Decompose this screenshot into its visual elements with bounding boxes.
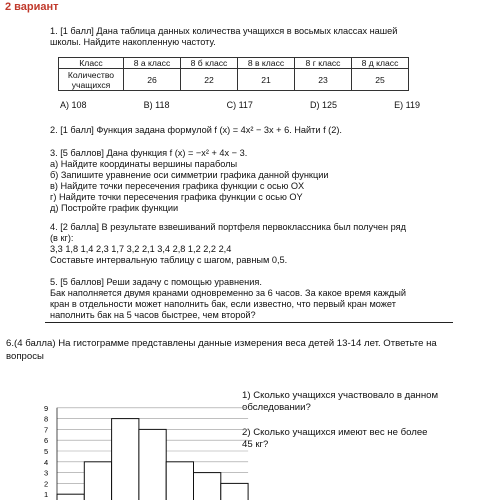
y-tick-label: 8 bbox=[44, 414, 49, 424]
answer-option: D) 125 bbox=[310, 100, 338, 110]
task4-data-row: 3,3 1,8 1,4 2,3 1,7 3,2 2,1 3,4 2,8 1,2 2,2 2,4 bbox=[50, 244, 232, 254]
question-1-line: 1) Сколько учащихся участвовало в данном bbox=[242, 390, 439, 401]
answer-option: C) 117 bbox=[226, 100, 253, 110]
table-header-label: Класс bbox=[59, 58, 124, 69]
task1-line2: школы. Найдите накопленную частоту. bbox=[50, 37, 216, 47]
task4-line: (в кг): bbox=[50, 233, 74, 243]
question-1-line: обследовании? bbox=[242, 402, 311, 413]
y-tick-label: 9 bbox=[44, 403, 49, 413]
table-cell: 22 bbox=[181, 69, 238, 91]
task4-line: Составьте интервальную таблицу с шагом, равным 0,5. bbox=[50, 255, 288, 265]
histogram-bar bbox=[166, 462, 193, 500]
answer-option: B) 118 bbox=[143, 100, 170, 110]
answer-option: E) 119 bbox=[394, 100, 420, 110]
question-2-line: 45 кг? bbox=[242, 439, 269, 450]
task3-line: а) Найдите координаты вершины параболы bbox=[50, 159, 238, 169]
histogram-bar bbox=[84, 462, 111, 500]
task3-line: д) Постройте график функции bbox=[50, 203, 179, 213]
y-tick-label: 2 bbox=[44, 479, 49, 489]
question-2-line: 2) Сколько учащихся имеют вес не более bbox=[242, 427, 428, 438]
task2-line: 2. [1 балл] Функция задана формулой f (x) = 4x² − 3x + 6. Найти f (2). bbox=[50, 125, 342, 135]
task5-line: наполнить бак на 5 часов быстрее, чем второй? bbox=[50, 310, 256, 320]
y-tick-label: 7 bbox=[44, 425, 49, 435]
table-header-cell: 8 б класс bbox=[181, 58, 238, 69]
task1-line1: 1. [1 балл] Дана таблица данных количества учащихся в восьмых классах нашей bbox=[50, 26, 398, 36]
table-cell: 21 bbox=[238, 69, 295, 91]
variant-title: 2 вариант bbox=[5, 1, 59, 13]
task6-line: вопросы bbox=[6, 351, 44, 362]
y-tick-label: 3 bbox=[44, 468, 49, 478]
table-cell: 25 bbox=[352, 69, 409, 91]
task3-line: 3. [5 баллов] Дана функция f (x) = −x² + 4x − 3. bbox=[50, 148, 248, 158]
table-cell: 23 bbox=[295, 69, 352, 91]
task3-line: г) Найдите точки пересечения графика функции с осью OY bbox=[50, 192, 303, 202]
y-tick-label: 1 bbox=[44, 490, 49, 500]
task3-line: в) Найдите точки пересечения графика функции с осью OX bbox=[50, 181, 305, 191]
table-header-cell: 8 г класс bbox=[295, 58, 352, 69]
y-tick-label: 4 bbox=[44, 457, 49, 467]
table-header-cell: 8 д класс bbox=[352, 58, 409, 69]
histogram-bar bbox=[221, 483, 248, 500]
y-tick-label: 6 bbox=[44, 436, 49, 446]
histogram-bar bbox=[57, 494, 84, 500]
y-tick-label: 5 bbox=[44, 447, 49, 456]
table-header-cell: 8 в класс bbox=[238, 58, 295, 69]
task5-line: Бак наполняется двумя кранами одновременно за 6 часов. За какое время каждый bbox=[50, 288, 406, 298]
histogram-bar bbox=[112, 419, 139, 500]
answer-option: A) 108 bbox=[60, 100, 87, 110]
task3-line: б) Запишите уравнение оси симметрии графика данной функции bbox=[50, 170, 329, 180]
task5-line: кран в отдельности может наполнить бак, если известно, что первый кран может bbox=[50, 299, 396, 309]
table-row-label: Количество учащихся bbox=[59, 69, 124, 91]
histogram-bar bbox=[194, 473, 221, 500]
table-cell: 26 bbox=[124, 69, 181, 91]
task5-line: 5. [5 баллов] Реши задачу с помощью уравнения. bbox=[50, 277, 262, 287]
table-header-cell: 8 а класс bbox=[124, 58, 181, 69]
task6-line: 6.(4 балла) На гистограмме представлены данные измерения веса детей 13-14 лет. Ответьте на bbox=[6, 338, 437, 349]
histogram-bar bbox=[139, 429, 166, 500]
task4-line: 4. [2 балла] В результате взвешиваний портфеля первоклассника был получен ряд bbox=[50, 222, 406, 232]
